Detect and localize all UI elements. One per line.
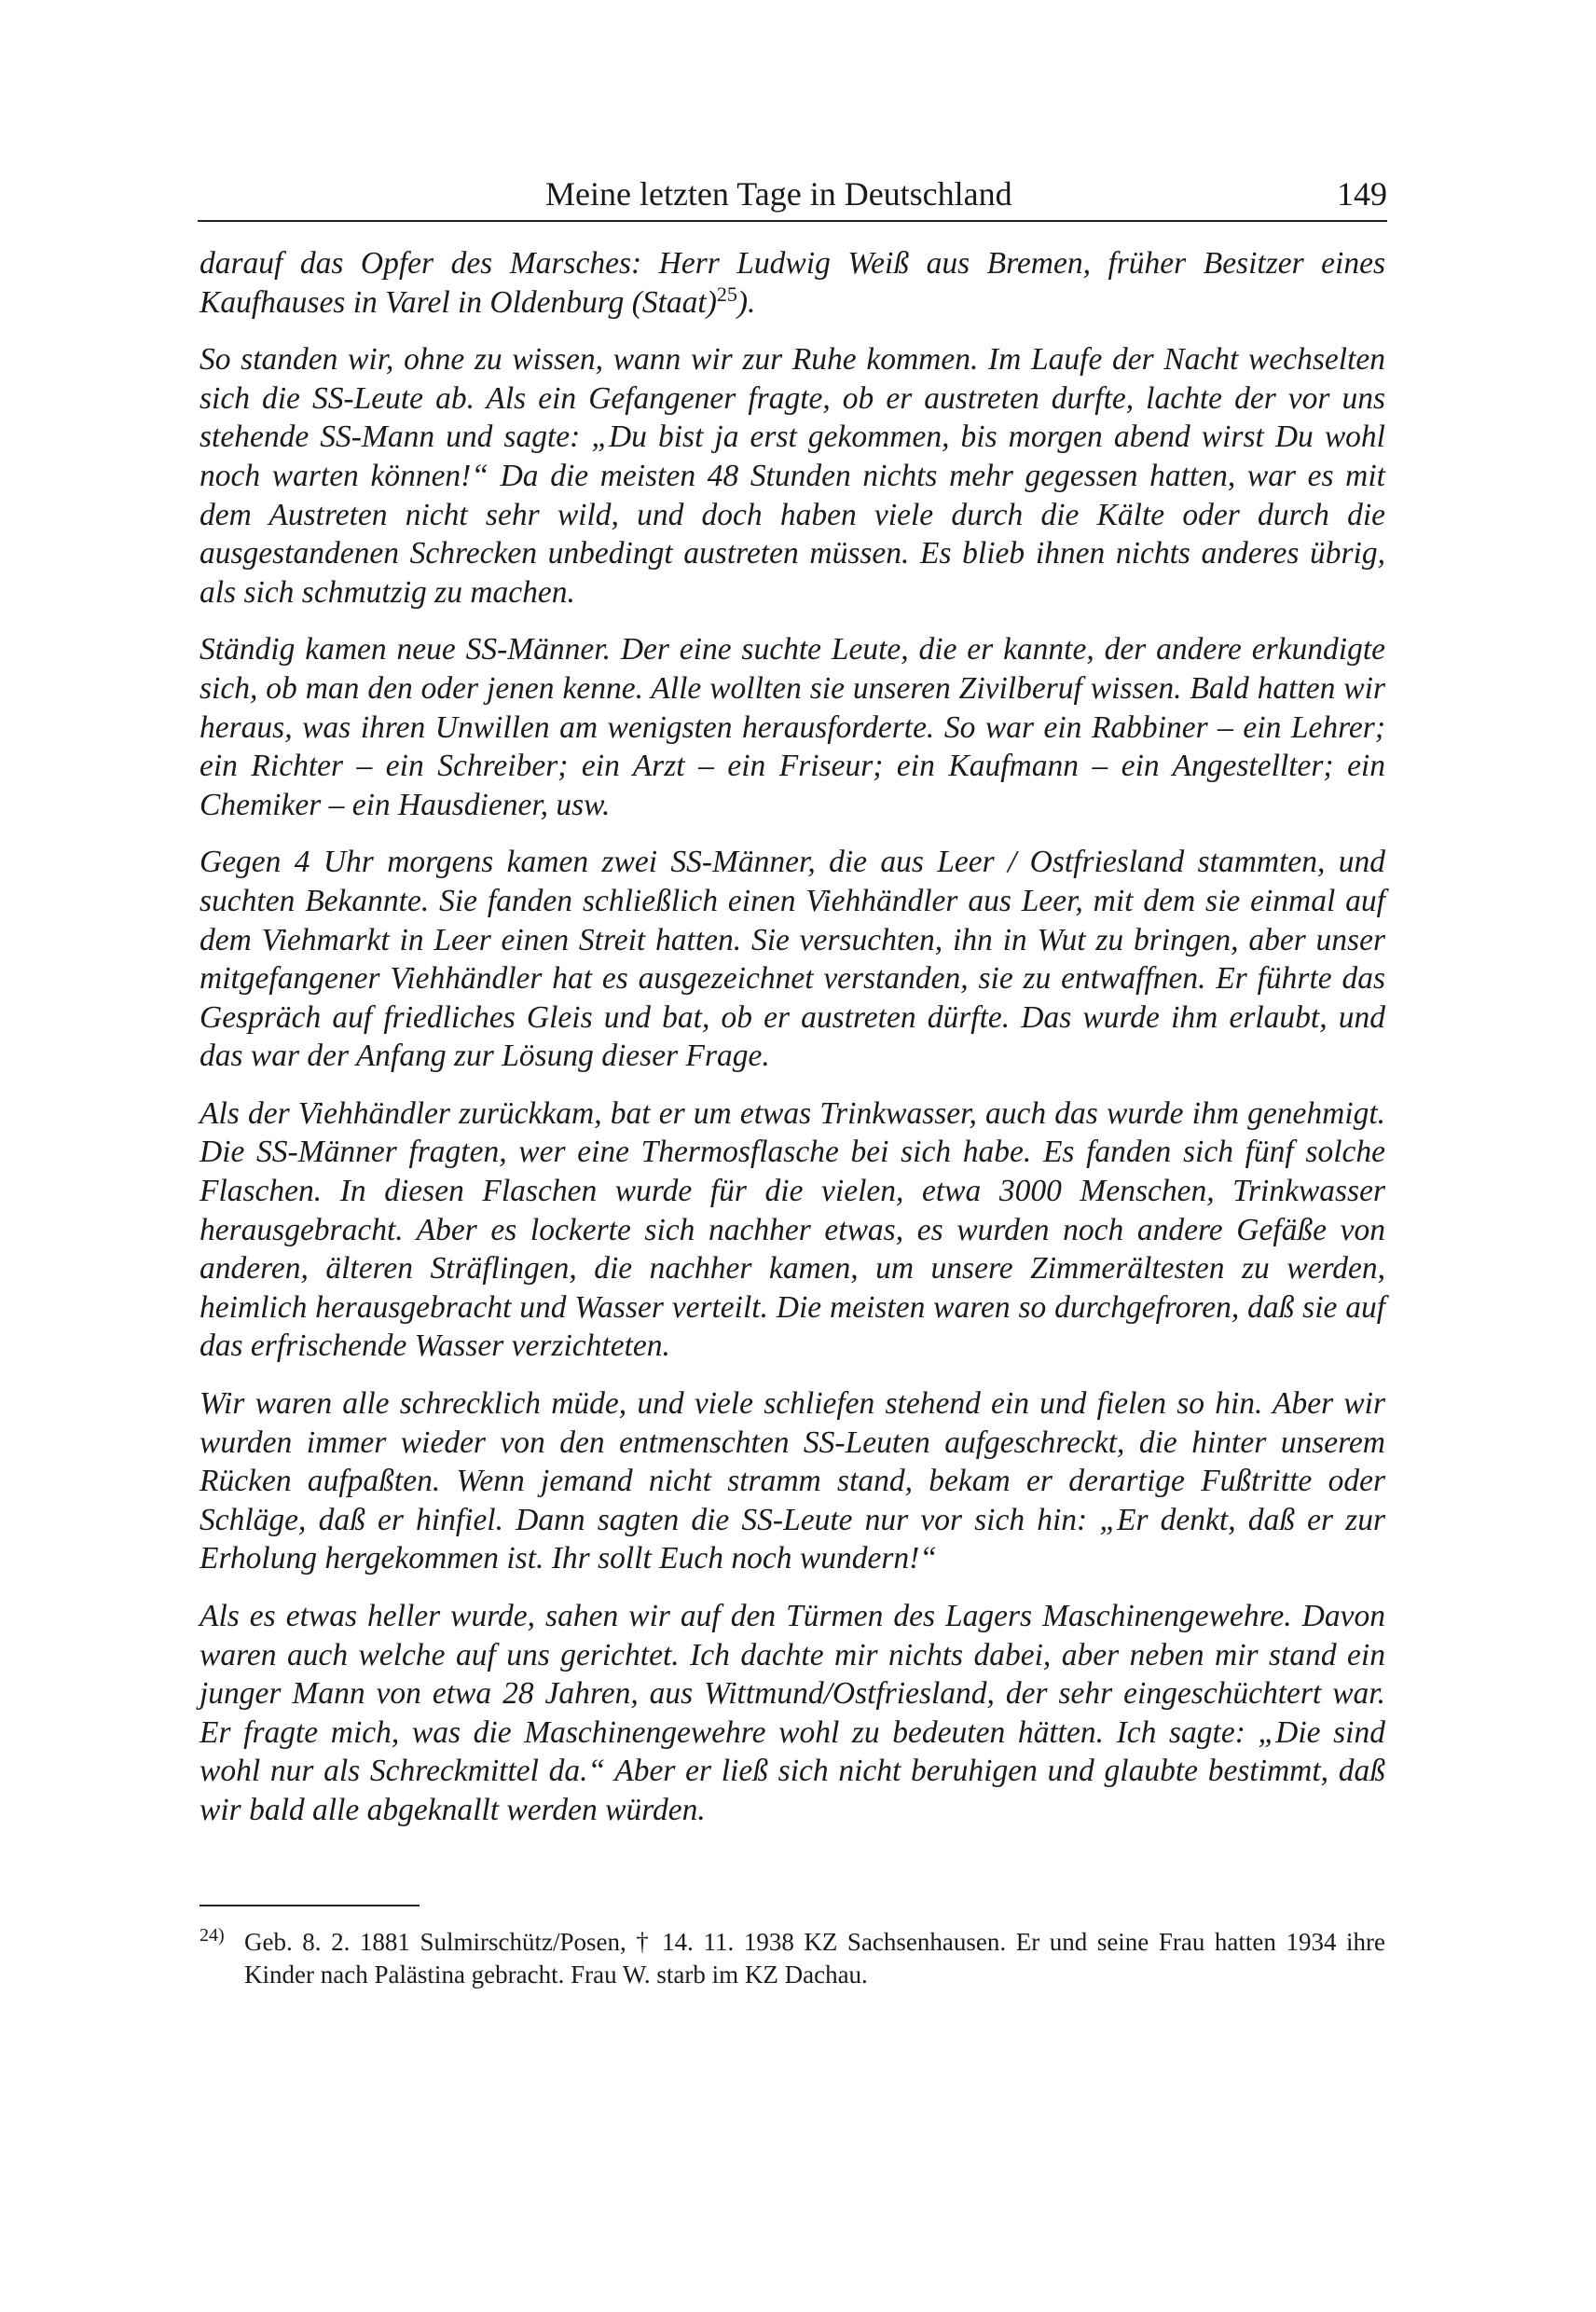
- paragraph-1-end: ).: [736, 284, 756, 320]
- running-title: Meine letzten Tage in Deutschland: [545, 175, 1012, 213]
- footnote-text: Geb. 8. 2. 1881 Sulmirschütz/Posen, † 14. 11. 1938 KZ Sachsenhausen. Er und seine Frau hatten 1934 ihre Kinder nach Palästina gebracht. Frau W. starb im KZ Dachau.: [244, 1928, 1385, 1989]
- page-number: 149: [1337, 175, 1387, 213]
- paragraph-2: So standen wir, ohne zu wissen, wann wir zur Ruhe kommen. Im Laufe der Nacht wechselten sich die SS-Leute ab. Als ein Gefangener fragte, ob er austreten durfte, lachte der vor uns stehende SS-Mann und sagte: „Du bist ja erst gekommen, bis morgen abend wirst Du wohl noch warten können!“ Da die meisten 48 Stunden nichts mehr gegessen hatten, war es mit dem Austreten nicht sehr wild, und doch haben viele durch die Kälte oder durch die ausgestandenen Schrecken unbedingt austreten müssen. Es blieb ihnen nichts anderes übrig, als sich schmutzig zu machen.: [200, 342, 1385, 610]
- paragraph-6: Wir waren alle schrecklich müde, und viele schliefen stehend ein und fielen so hin. Aber wir wurden immer wieder von den entmenschten SS-Leuten aufgeschreckt, die hinter unserem Rücken aufpaßten. Wenn jemand nicht stramm stand, bekam er derartige Fußtritte oder Schläge, daß er hinfiel. Dann sagten die SS-Leute nur vor sich hin: „Er denkt, daß er zur Erholung hergekommen ist. Ihr sollt Euch noch wundern!“: [200, 1386, 1385, 1576]
- running-header: [198, 166, 1387, 222]
- paragraph-5: Als der Viehhändler zurückkam, bat er um etwas Trinkwasser, auch das wurde ihm genehmigt. Die SS-Männer fragten, wer eine Thermosflasche bei sich habe. Es fanden sich fünf solche Flaschen. In diesen Flaschen wurde für die vielen, etwa 3000 Menschen, Trinkwasser herausgebracht. Aber es lockerte sich nachher etwas, es wurden noch andere Gefäße von anderen, älteren Sträflingen, die nachher kamen, um unsere Zimmerältesten zu werden, heimlich herausgebracht und Wasser verteilt. Die meisten waren so durchgefroren, daß sie auf das erfrischende Wasser verzichteten.: [200, 1095, 1385, 1364]
- footnote-marker: 24): [200, 1925, 225, 1946]
- footnote-rule: [200, 1905, 420, 1906]
- paragraph-3: Ständig kamen neue SS-Männer. Der eine suchte Leute, die er kannte, der andere erkundigte sich, ob man den oder jenen kenne. Alle wollten sie unseren Zivilberuf wissen. Bald hatten wir heraus, was ihren Unwillen am wenigsten herausforderte. So war ein Rabbiner – ein Lehrer; ein Richter – ein Schreiber; ein Arzt – ein Friseur; ein Kaufmann – ein Angestellter; ein Chemiker – ein Hausdiener, usw.: [200, 632, 1385, 822]
- paragraph-1-text: darauf das Opfer des Marsches: Herr Ludwig Weiß aus Bremen, früher Besitzer eines Kaufhauses in Varel in Oldenburg (Staat): [200, 246, 1385, 320]
- footnote-reference: 25: [716, 282, 737, 306]
- paragraph-1: [200, 244, 1385, 322]
- paragraph-4: Gegen 4 Uhr morgens kamen zwei SS-Männer, die aus Leer / Ostfriesland stammten, und suchten Bekannte. Sie fanden schließlich einen Viehhändler aus Leer, mit dem sie einmal auf dem Viehmarkt in Leer einen Streit hatten. Sie versuchten, ihn in Wut zu bringen, aber unser mitgefangener Viehhändler hat es ausgezeichnet verstanden, sie zu entwaffnen. Er führte das Gespräch auf friedliches Gleis und bat, ob er austreten dürfte. Das wurde ihm erlaubt, und das war der Anfang zur Lösung dieser Frage.: [200, 845, 1385, 1074]
- header-rule: [198, 220, 1387, 222]
- footnote: [200, 1926, 1385, 1991]
- body-text: [200, 244, 1385, 1849]
- paragraph-7: Als es etwas heller wurde, sahen wir auf den Türmen des Lagers Maschinengewehre. Davon waren auch welche auf uns gerichtet. Ich dachte mir nichts dabei, aber neben mir stand ein junger Mann von etwa 28 Jahren, aus Wittmund/Ostfriesland, der sehr eingeschüchtert war. Er fragte mich, was die Maschinengewehre wohl zu bedeuten hätten. Ich sagte: „Die sind wohl nur als Schreckmittel da.“ Aber er ließ sich nicht beruhigen und glaubte bestimmt, daß wir bald alle abgeknallt werden würden.: [200, 1599, 1385, 1827]
